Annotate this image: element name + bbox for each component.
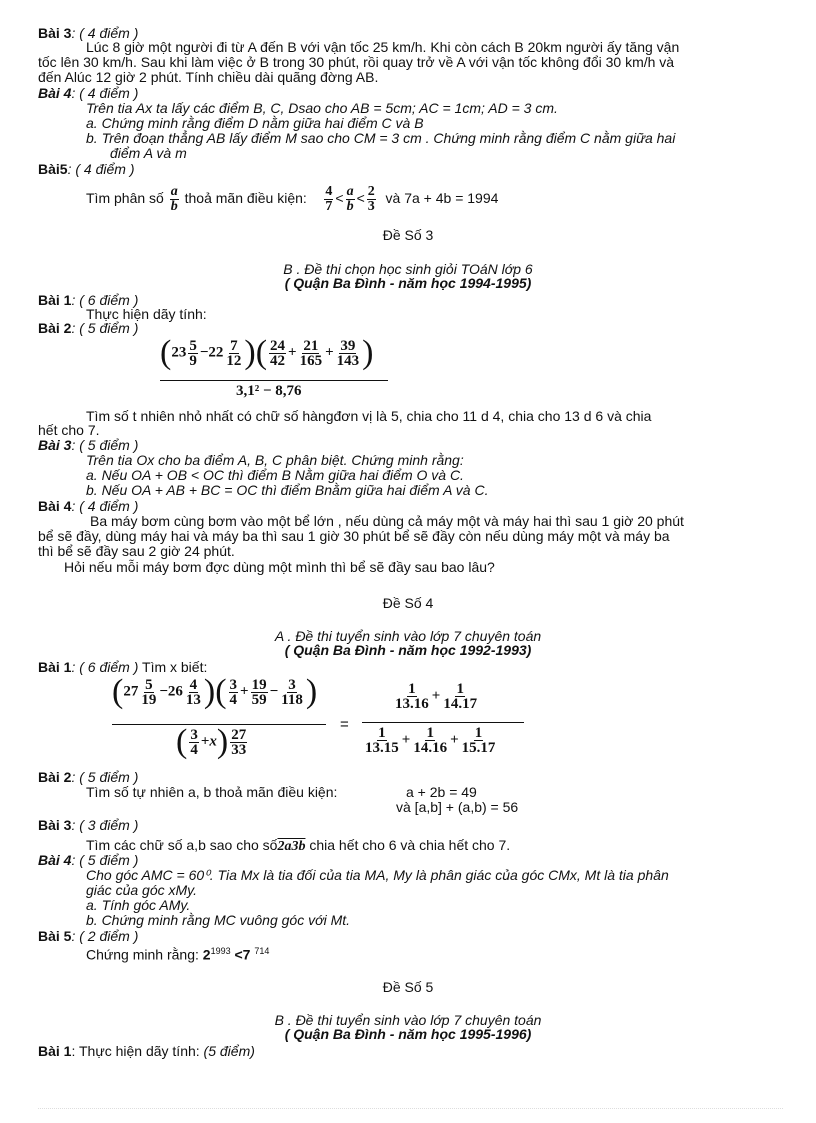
de3-place: ( Quận Ba Đình - năm học 1994-1995)	[284, 275, 532, 291]
de4-right-denominator: $\frac{1}{13.15}$ + $\frac{1}{14.16}$ + $\frac{1}{15.17}$	[365, 725, 496, 756]
de4-left-denominator: ( $\frac{3}{4}$ +x) $\frac{27}{33}$	[176, 723, 247, 760]
de4-bai4-item-b: b. Chứng minh rằng MC vuông góc với Mt.	[86, 912, 351, 928]
bai5-heading: Bài5: ( 4 điểm )	[38, 161, 135, 177]
de3-bai2-heading: Bài 2: ( 5 điểm )	[38, 320, 139, 336]
de3-bai3-item-a: a. Nếu OA + OB < OC thì điểm B Nằm giữa hai điểm O và C.	[86, 467, 464, 483]
de4-bai4-line-2: giác của góc xMy.	[86, 882, 198, 898]
bai4-item-b-cont: điểm A và m	[110, 145, 187, 161]
page-bottom-divider	[38, 1108, 783, 1109]
bai3-line-3: đến Alúc 12 giờ 2 phút. Tính chiều dài quãng đờng AB.	[38, 69, 379, 85]
de3-bai3-item-b: b. Nếu OA + AB + BC = OC thì điểm Bnằm giữa hai điểm A và C.	[86, 482, 489, 498]
de3-bai4-line-1: Ba máy bơm cùng bơm vào một bể lớn , nếu dùng cả máy một và máy hai thì sau 1 giờ 20 phút	[90, 513, 684, 529]
de4-bai2-eq-1: a + 2b = 49	[406, 784, 477, 800]
de3-bai1-heading: Bài 1: ( 6 điểm )	[38, 292, 139, 308]
de4-bai3-heading: Bài 3: ( 3 điểm )	[38, 817, 139, 833]
de4-bai4-heading: Bài 4: ( 5 điểm )	[38, 852, 139, 868]
bai4-item-b: b. Trên đoạn thẳng AB lấy điểm M sao cho CM = 3 cm . Chứng minh rằng điểm C nằm giữa hai	[86, 130, 676, 146]
bai4-heading: Bài 4: ( 4 điểm )	[38, 85, 139, 101]
fraction-4-7: $\frac{4}{7}$	[325, 183, 333, 214]
bai4-line-1: Trên tia Ax ta lấy các điểm B, C, Dsao cho AB = 5cm; AC = 1cm; AD = 3 cm.	[86, 100, 558, 116]
de4-bai4-item-a: a. Tính góc AMy.	[86, 897, 191, 913]
de3-bai2-line-1: Tìm số t nhiên nhỏ nhất có chữ số hàngđơn vị là 5, chia cho 11 d 4, chia cho 13 d 6 và chia	[86, 408, 652, 424]
de4-bai2-line-1: Tìm số tự nhiên a, b thoả mãn điều kiện:	[86, 784, 338, 800]
de3-main-fraction-bar	[160, 380, 388, 381]
de4-place: ( Quận Ba Đình - năm học 1992-1993)	[284, 642, 532, 658]
bai4-item-a: a. Chứng minh rằng điểm D nằm giữa hai điểm C và B	[86, 115, 424, 131]
de3-bai2-line-2: hết cho 7.	[38, 422, 100, 438]
de4-right-numerator: $\frac{1}{13.16}$ + $\frac{1}{14.17}$	[395, 681, 478, 712]
number-2a3b: 2a3b	[277, 839, 306, 854]
bai3-line-1: Lúc 8 giờ một người đi từ A đến B với vận tốc 25 km/h. Khi còn cách B 20km người ấy tăng vận	[86, 39, 680, 55]
de3-bai1-line: Thực hiện dãy tính:	[86, 306, 207, 322]
fraction-a-over-b: $\frac{a}{b}$	[170, 183, 178, 214]
de3-expression-numerator: (23 $\frac{5}{9}$ −22 $\frac{7}{12}$ )( $\frac{24}{42}$ + $\frac{21}{165}$ + $\frac{39}{143}$ )	[160, 334, 374, 371]
de3-bai3-heading: Bài 3: ( 5 điểm )	[38, 437, 139, 453]
de3-expression-denominator: 3,1² − 8,76	[236, 383, 302, 399]
de4-title: Đề Số 4	[382, 595, 434, 611]
de4-right-fraction-bar	[362, 722, 524, 723]
de3-subtitle: B . Đề thi chọn học sinh giỏi TOáN lớp 6	[283, 261, 533, 277]
de4-bai2-eq-2: và [a,b] + (a,b) = 56	[396, 799, 519, 815]
de4-left-numerator: (27 $\frac{5}{19}$ −26 $\frac{4}{13}$ )( $\frac{3}{4}$ + $\frac{19}{59}$ − $\frac{3}{118}$ )	[112, 673, 318, 710]
fraction-a-b: $\frac{a}{b}$	[346, 183, 354, 214]
bai5-statement: Tìm phân số $\frac{a}{b}$ thoả mãn điều kiện: $\frac{4}{7}$ < $\frac{a}{b}$ < $\frac{2}{3}$ và 7a + 4b = 1994	[86, 183, 499, 214]
de4-bai5-heading: Bài 5: ( 2 điểm )	[38, 928, 139, 944]
de4-bai3-line: Tìm các chữ số a,b sao cho số2a3b chia hết cho 6 và chia hết cho 7.	[86, 837, 511, 854]
de3-bai4-heading: Bài 4: ( 4 điểm )	[38, 498, 139, 514]
de4-bai1-heading: Bài 1: ( 6 điểm ) Tìm x biết:	[38, 659, 208, 675]
de5-subtitle: B . Đề thi tuyển sinh vào lớp 7 chuyên toán	[274, 1012, 542, 1028]
fraction-2-3: $\frac{2}{3}$	[367, 183, 375, 214]
de4-subtitle: A . Đề thi tuyển sinh vào lớp 7 chuyên toán	[274, 628, 542, 644]
bai3-line-2: tốc lên 30 km/h. Sau khi làm việc ở B trong 30 phút, rồi quay trở về A với vận tốc không đổi 30 km/h và	[38, 54, 675, 70]
de3-bai4-line-2: bể sẽ đầy, dùng máy hai và máy ba thì sau 1 giờ 30 phút bể sẽ đầy còn nếu dùng máy một và máy ba	[38, 528, 670, 544]
de4-bai5-line: Chứng minh rằng: $2^{1993} <7$ $^{714}$	[86, 946, 270, 963]
de5-title: Đề Số 5	[382, 979, 434, 995]
de3-bai3-line-1: Trên tia Ox cho ba điểm A, B, C phân biệt. Chứng minh rằng:	[86, 452, 464, 468]
de4-bai4-line-1: Cho góc AMC = 60⁰. Tia Mx là tia đối của tia MA, My là phân giác của góc CMx, Mt là tia phân	[86, 867, 669, 883]
de3-title: Đề Số 3	[382, 227, 434, 243]
de5-place: ( Quận Ba Đình - năm học 1995-1996)	[284, 1026, 532, 1042]
de5-bai1-line: Bài 1: Thực hiện dãy tính: (5 điểm)	[38, 1043, 255, 1059]
de3-bai4-line-4: Hỏi nếu mỗi máy bơm đợc dùng một mình thì bể sẽ đầy sau bao lâu?	[64, 559, 495, 575]
de4-bai2-heading: Bài 2: ( 5 điểm )	[38, 769, 139, 785]
de4-equals-sign: =	[340, 716, 349, 733]
bai3-heading: Bài 3: ( 4 điểm )	[38, 25, 139, 41]
de3-bai4-line-3: thì bể sẽ đầy sau 2 giờ 24 phút.	[38, 543, 235, 559]
